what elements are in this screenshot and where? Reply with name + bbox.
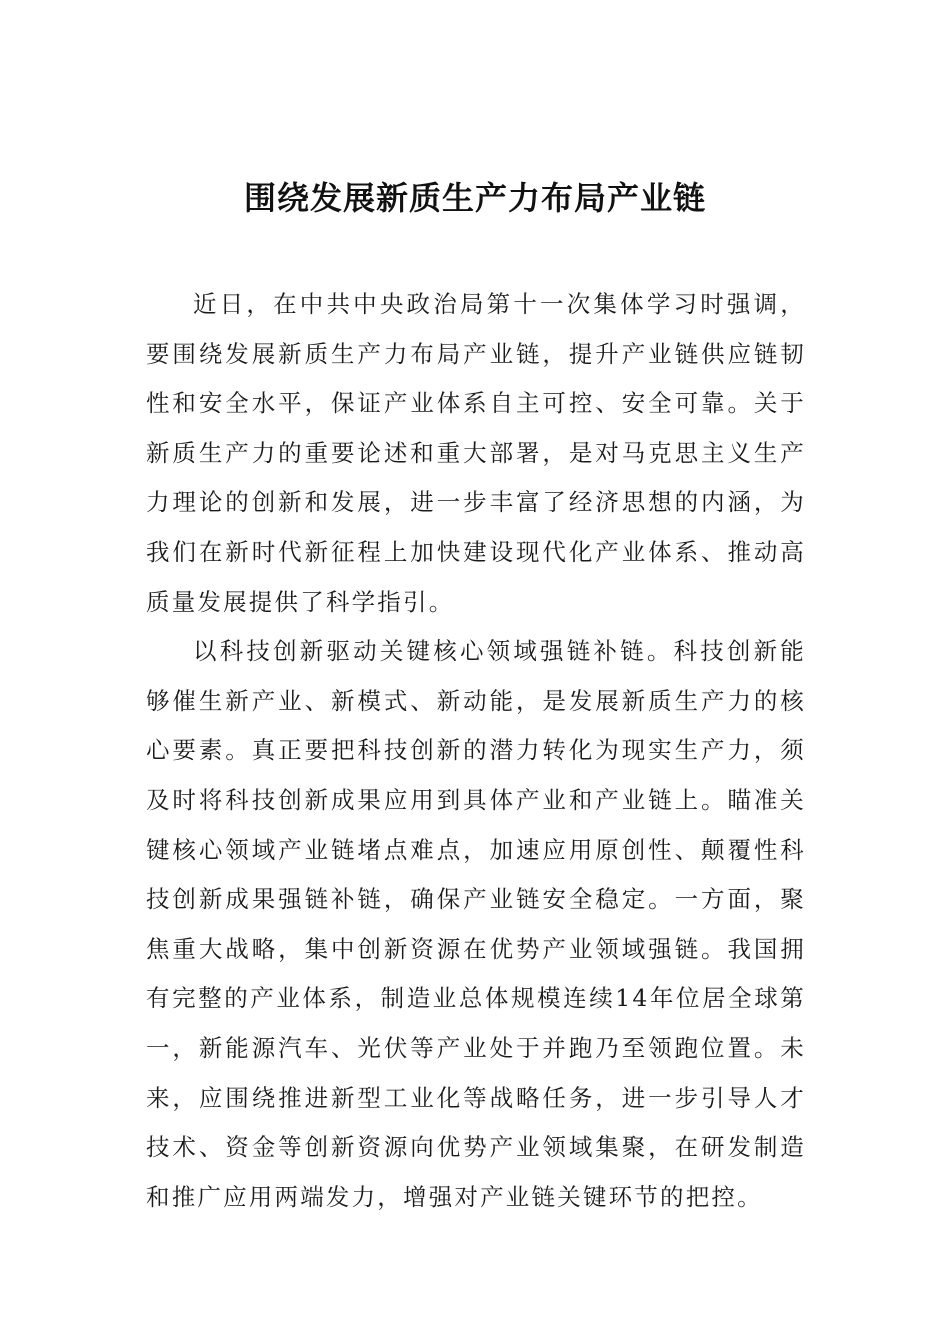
document-title: 围绕发展新质生产力布局产业链	[243, 179, 706, 217]
paragraph-2: 以科技创新驱动关键核心领域强链补链。科技创新能够催生新产业、新模式、新动能，是发展新质生产力的核心要素。真正要把科技创新的潜力转化为现实生产力，须及时将科技创新成果应用到具体产业和产业链上。瞄准关键核心领域产业链堵点难点，加速应用原创性、颠覆性科技创新成果强链补链，确保产业链安全稳定。一方面，聚焦重大战略，集中创新资源在优势产业领域强链。我国拥有完整的产业体系，制造业总体规模连续14年位居全球第一，新能源汽车、光伏等产业处于并跑乃至领跑位置。未来，应围绕推进新型工业化等战略任务，进一步引导人才技术、资金等创新资源向优势产业领域集聚，在研发制造和推广应用两端发力，增强对产业链关键环节的把控。	[146, 637, 806, 1211]
paragraph-1: 近日，在中共中央政治局第十一次集体学习时强调，要围绕发展新质生产力布局产业链，提升产业链供应链韧性和安全水平，保证产业体系自主可控、安全可靠。关于新质生产力的重要论述和重大部署，是对马克思主义生产力理论的创新和发展，进一步丰富了经济思想的内涵，为我们在新时代新征程上加快建设现代化产业体系、推动高质量发展提供了科学指引。	[146, 290, 806, 616]
document-body	[146, 280, 806, 1222]
